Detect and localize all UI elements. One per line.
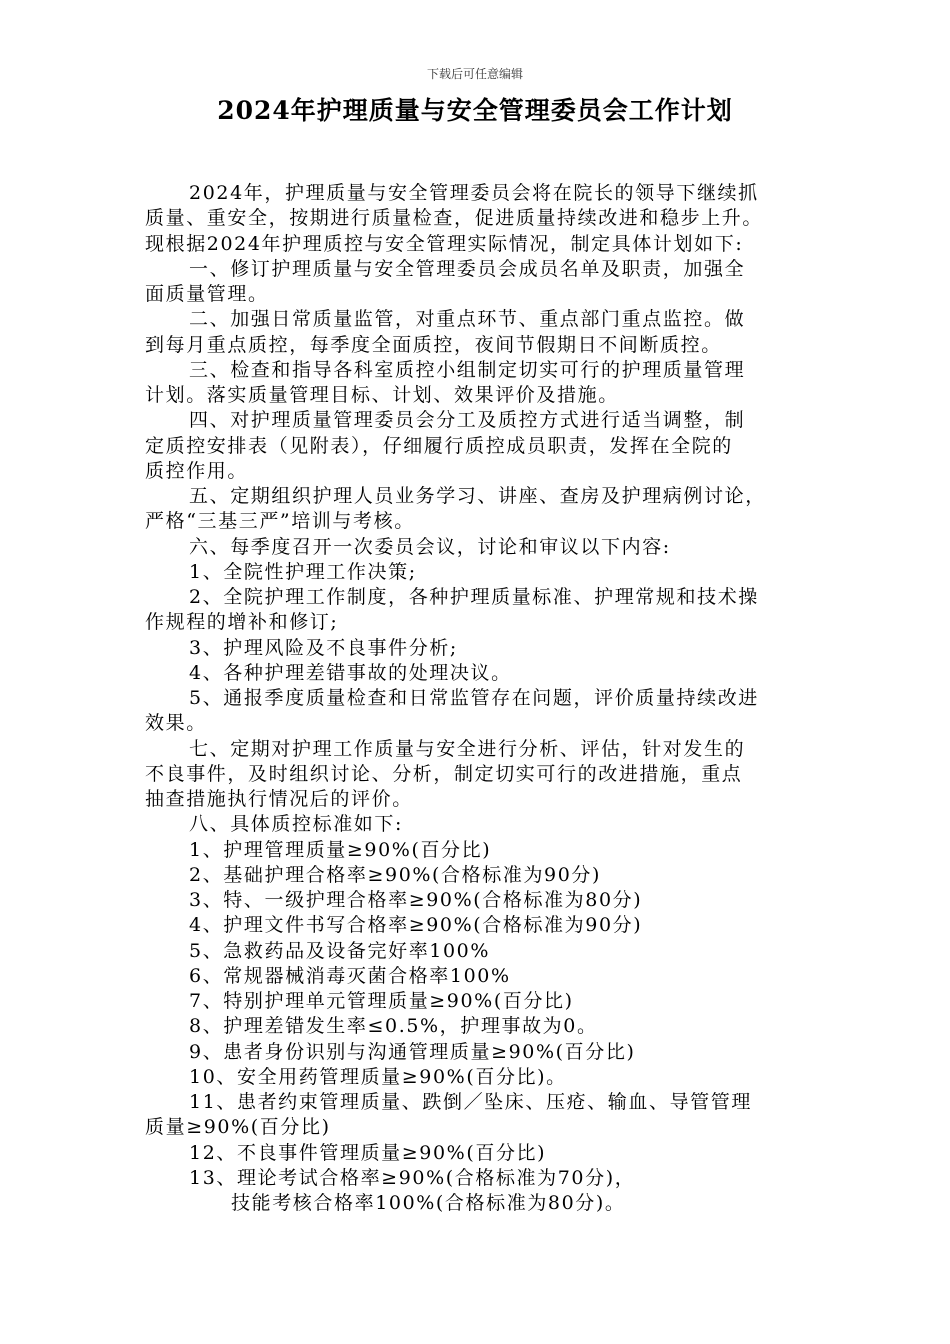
body-line: 六、每季度召开一次委员会议，讨论和审议以下内容: <box>189 535 671 558</box>
header-note: 下载后可任意编辑 <box>426 67 523 81</box>
body-line: 到每月重点质控，每季度全面质控，夜间节假期日不间断质控。 <box>145 333 722 356</box>
body-line: 八、具体质控标准如下: <box>189 813 404 836</box>
body-line: 七、定期对护理工作质量与安全进行分析、评估，针对发生的 <box>189 737 746 760</box>
body-line: 效果。 <box>145 712 207 735</box>
body-line: 五、定期组织护理人员业务学习、讲座、查房及护理病例讨论， <box>189 485 766 507</box>
body-line: 1、护理管理质量≥90%(百分比) <box>189 838 492 861</box>
body-line: 10、安全用药管理质量≥90%(百分比)。 <box>189 1065 567 1088</box>
body-line: 质量、重安全，按期进行质量检查，促进质量持续改进和稳步上升。 <box>145 207 764 230</box>
body-line: 5、急救药品及设备完好率100% <box>189 939 491 962</box>
body-line: 2、基础护理合格率≥90%(合格标准为90分) <box>189 863 602 886</box>
body-line: 12、不良事件管理质量≥90%(百分比) <box>189 1141 547 1164</box>
body-line: 3、特、一级护理合格率≥90%(合格标准为80分) <box>189 889 643 911</box>
body-line: 6、常规器械消毒灭菌合格率100% <box>189 964 511 987</box>
body-line: 质量≥90%(百分比) <box>145 1116 331 1139</box>
body-line: 8、护理差错发生率≤0.5%，护理事故为0。 <box>189 1015 598 1038</box>
body-line: 质控作用。 <box>145 459 249 482</box>
body-line: 作规程的增补和修订; <box>145 611 339 634</box>
body-line: 2、全院护理工作制度，各种护理质量标准、护理常规和技术操 <box>189 586 759 608</box>
document-title: 2024年护理质量与安全管理委员会工作计划 <box>217 96 733 125</box>
body-line: 7、特别护理单元管理质量≥90%(百分比) <box>189 990 574 1012</box>
body-line: 三、检查和指导各科室质控小组制定切实可行的护理质量管理 <box>189 358 746 381</box>
body-line: 13、理论考试合格率≥90%(合格标准为70分)， <box>189 1166 636 1189</box>
body-line: 技能考核合格率100%(合格标准为80分)。 <box>231 1192 626 1214</box>
body-line: 抽查措施执行情况后的评价。 <box>145 788 413 810</box>
body-line: 四、对护理质量管理委员会分工及质控方式进行适当调整，制 <box>189 409 746 432</box>
document-body <box>145 181 815 1216</box>
body-line: 11、患者约束管理质量、跌倒／坠床、压疮、输血、导管管理 <box>189 1091 752 1113</box>
body-line: 计划。落实质量管理目标、计划、效果评价及措施。 <box>145 384 619 406</box>
body-line: 2024年，护理质量与安全管理委员会将在院长的领导下继续抓 <box>189 182 759 204</box>
body-line: 1、全院性护理工作决策; <box>189 560 417 583</box>
body-line: 严格“三基三严”培训与考核。 <box>145 510 415 533</box>
body-line: 现根据2024年护理质控与安全管理实际情况，制定具体计划如下: <box>145 232 744 255</box>
body-line: 5、通报季度质量检查和日常监管存在问题，评价质量持续改进 <box>189 687 759 709</box>
body-line: 9、患者身份识别与沟通管理质量≥90%(百分比) <box>189 1040 636 1063</box>
body-line: 3、护理风险及不良事件分析; <box>189 636 458 659</box>
body-line: 一、修订护理质量与安全管理委员会成员名单及职责，加强全 <box>189 257 746 280</box>
body-line: 4、各种护理差错事故的处理决议。 <box>189 661 512 684</box>
body-line: 不良事件，及时组织讨论、分析，制定切实可行的改进措施，重点 <box>145 762 743 785</box>
body-line: 面质量管理。 <box>145 283 269 305</box>
body-line: 定质控安排表（见附表），仔细履行质控成员职责，发挥在全院的 <box>145 434 733 457</box>
body-line: 4、护理文件书写合格率≥90%(合格标准为90分) <box>189 914 643 937</box>
body-line: 二、加强日常质量监管，对重点环节、重点部门重点监控。做 <box>189 308 746 331</box>
